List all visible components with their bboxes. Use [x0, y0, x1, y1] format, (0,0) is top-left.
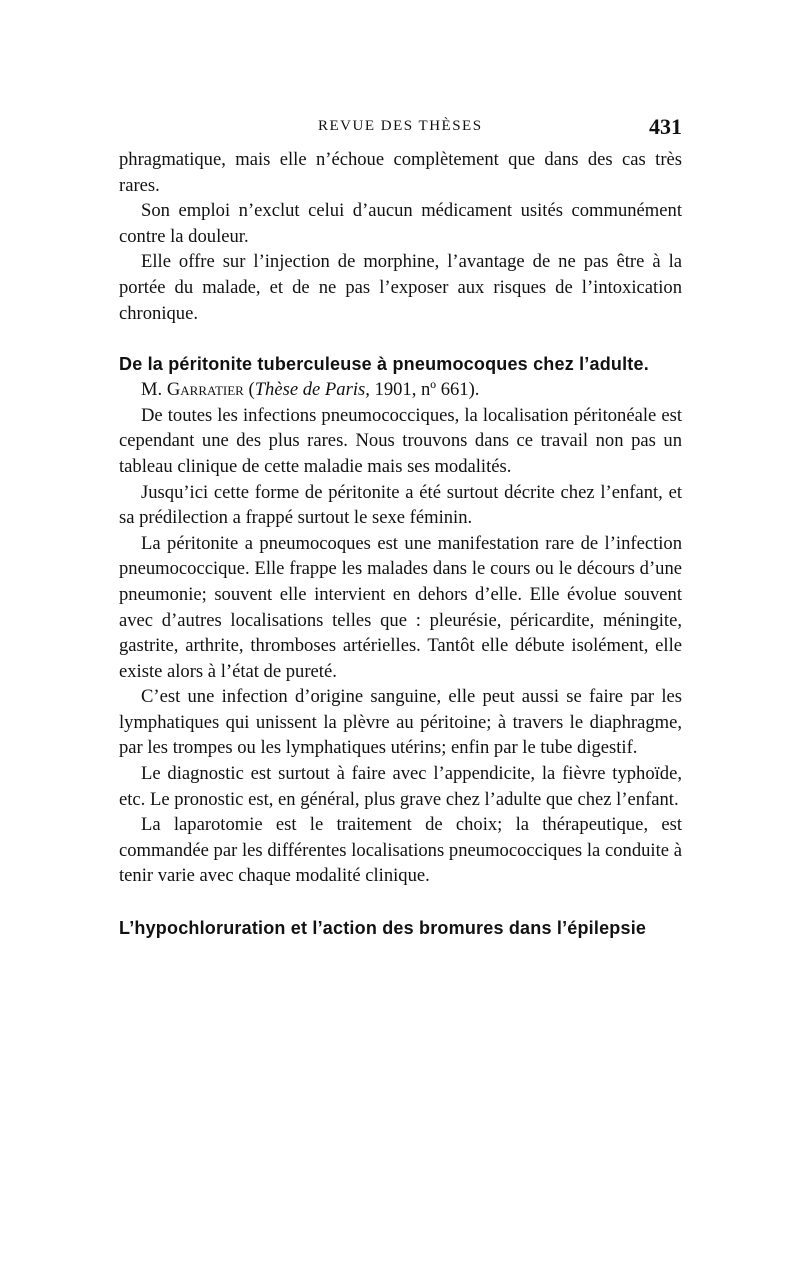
paragraph: Son emploi n’exclut celui d’aucun médicament usités communément contre la douleur.	[119, 200, 682, 247]
paragraph: De toutes les infections pneumococciques, la localisation péritonéale est cependant une des plus rares. Nous trouvons dans ce travail non pas un tableau clinique de cette maladie mais ses modalités.	[119, 404, 682, 477]
paragraph: Jusqu’ici cette forme de péritonite a été surtout décrite chez l’enfant, et sa prédilection a frappé surtout le sexe féminin.	[119, 481, 682, 529]
paragraph: Elle offre sur l’injection de morphine, l’avantage de ne pas être à la portée du malade, et de ne pas l’exposer aux risques de l’intoxication chronique.	[119, 251, 682, 324]
page-body	[119, 147, 682, 941]
citation-prefix: M.	[141, 379, 163, 401]
citation-author: Garratier	[166, 379, 244, 401]
paragraph-continued: phragmatique, mais elle n’échoue complètement que dans des cas très rares.	[119, 149, 682, 196]
section-heading: L’hypochloruration et l’action des bromures dans l’épilepsie	[119, 918, 647, 939]
paragraph: C’est une infection d’origine sanguine, elle peut aussi se faire par les lymphatiques qui unissent la plèvre au péritoine; à travers le diaphragme, par les trompes ou les lymphatiques utérins; enfin par le tube digestif.	[119, 686, 682, 759]
section-heading: De la péritonite tuberculeuse à pneumocoques chez l’adulte.	[119, 354, 649, 375]
running-header	[0, 116, 800, 140]
citation	[119, 377, 682, 403]
page-number: 431	[649, 114, 682, 139]
citation-open-paren: (	[248, 379, 255, 401]
paragraph: La laparotomie est le traitement de choix; la thérapeutique, est commandée par les différentes localisations pneumococciques la conduite à tenir varie avec chaque modalité clinique.	[119, 814, 682, 887]
citation-details: 1901, nº 661).	[369, 379, 480, 401]
paragraph: Le diagnostic est surtout à faire avec l’appendicite, la fièvre typhoïde, etc. Le pronostic est, en général, plus grave chez l’adulte que chez l’enfant.	[119, 763, 682, 810]
paragraph: La péritonite a pneumocoques est une manifestation rare de l’infection pneumococcique. Elle frappe les malades dans le cours ou le décours d’une pneumonie; souvent elle intervient en dehors d’elle. Elle évolue souvent avec d’autres localisations telles que : pleurésie, péricardite, méningite, gastrite, arthrite, thromboses artérielles. Tantôt elle débute isolément, elle existe alors à l’état de pureté.	[119, 532, 682, 682]
citation-work: Thèse de Paris,	[254, 379, 370, 401]
running-title: REVUE DES THÈSES	[318, 118, 483, 134]
